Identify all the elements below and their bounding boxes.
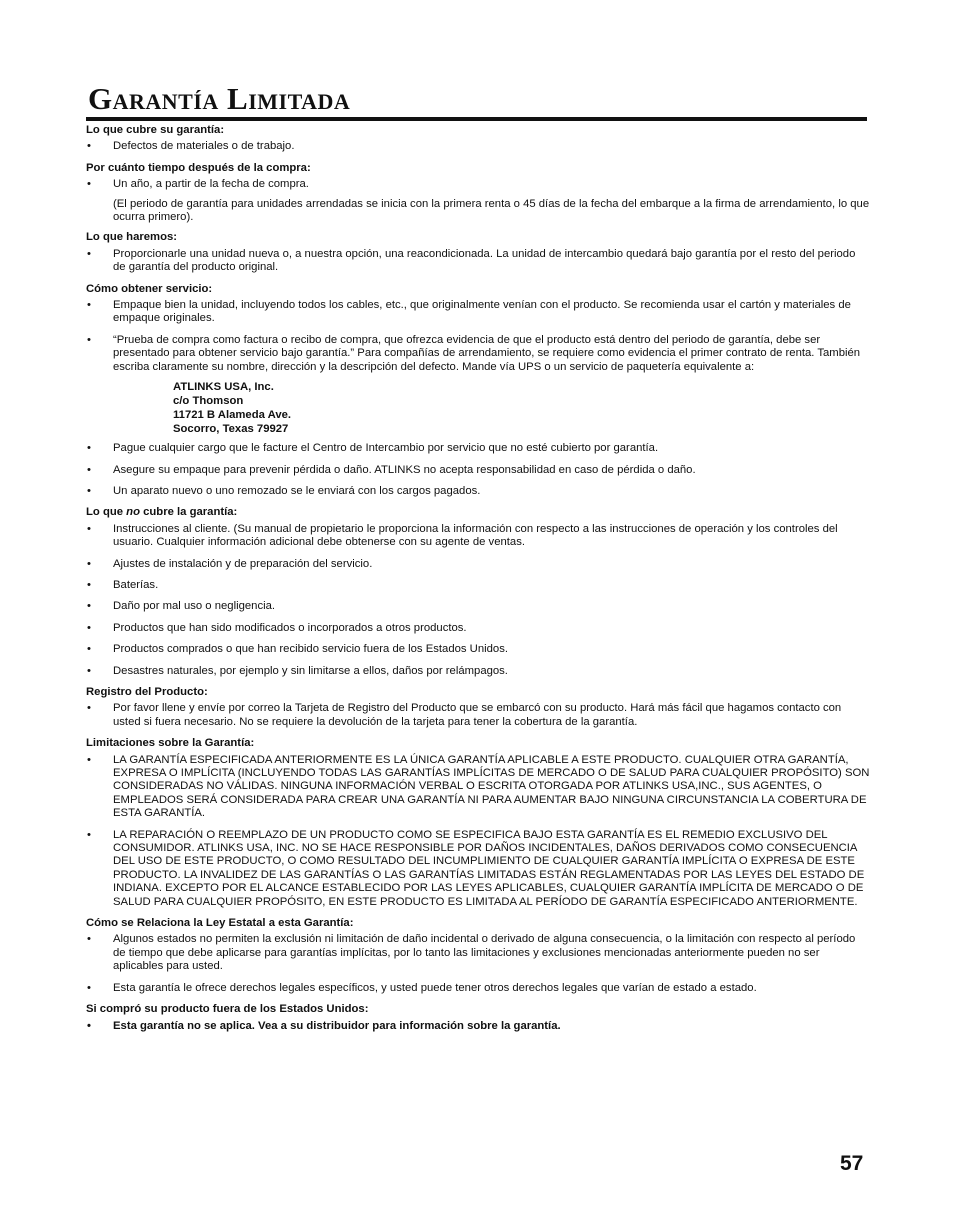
page-title: Garantía Limitada: [88, 81, 351, 116]
address-line: c/o Thomson: [173, 395, 244, 408]
list-item: • Instrucciones al cliente. (Su manual de propietario le proporciona la información con respecto a las instrucciones de operación y los controles del usuario. Cualquier información adicional debe obtenerse con su agente de ventas.: [87, 522, 838, 549]
section-heading-outside-us: Si compró su producto fuera de los Estados Unidos:: [86, 1003, 369, 1016]
bullet-icon: •: [87, 933, 91, 946]
bullet-icon: •: [87, 140, 91, 153]
list-item: • Desastres naturales, por ejemplo y sin limitarse a ellos, daños por relámpagos.: [87, 664, 508, 677]
bullet-icon: •: [87, 463, 91, 476]
list-item: • Algunos estados no permiten la exclusión ni limitación de daño incidental o derivado de alguna consecuencia, o la limitación con respecto al período de tiempo que debe aplicarse para garantías implícitas, por lo tanto las limitaciones y exclusiones mencionadas anteriormente pueden no ser aplicables para usted.: [87, 933, 856, 973]
bullet-icon: •: [87, 247, 91, 260]
section-heading-registration: Registro del Producto:: [86, 685, 208, 698]
bullet-icon: •: [87, 442, 91, 455]
section-heading-not-covered: Lo que no cubre la garantía:: [86, 506, 238, 519]
list-item: • Productos comprados o que han recibido servicio fuera de los Estados Unidos.: [87, 643, 508, 656]
bullet-icon: •: [87, 178, 91, 191]
section-heading-limitations: Limitaciones sobre la Garantía:: [86, 737, 255, 750]
list-item: • Esta garantía le ofrece derechos legales específicos, y usted puede tener otros derechos legales que varían de estado a estado.: [87, 981, 757, 994]
bullet-icon: •: [87, 333, 91, 346]
bullet-icon: •: [87, 522, 91, 535]
list-item: • Pague cualquier cargo que le facture el Centro de Intercambio por servicio que no esté cubierto por garantía.: [87, 442, 659, 455]
list-item: • “Prueba de compra como factura o recibo de compra, que ofrezca evidencia de que el producto está dentro del periodo de garantía, debe ser presentado para obtener servicio bajo garantía.” Para compañías de arrendamiento, se requiere como evidencia el primer contrato de renta. También escriba claramente su nombre, dirección y la descripción del defecto. Mande vía UPS o un servicio de paquetería equivalente a:: [87, 333, 861, 373]
address-line: ATLINKS USA, Inc.: [173, 381, 274, 394]
bullet-icon: •: [87, 1019, 91, 1032]
warranty-content: [86, 124, 870, 1041]
duration-note: (El periodo de garantía para unidades arrendadas se inicia con la primera renta o 45 días de la fecha del embarque a la firma de arrendamiento, lo que ocurra primero).: [113, 197, 870, 224]
mailing-address: [86, 380, 870, 436]
list-item: • Un año, a partir de la fecha de compra.: [87, 178, 309, 191]
section-heading-state-law: Cómo se Relaciona la Ley Estatal a esta Garantía:: [86, 917, 354, 930]
section-heading-duration: Por cuánto tiempo después de la compra:: [86, 161, 311, 174]
list-item: • Daño por mal uso o negligencia.: [87, 600, 276, 613]
bullet-icon: •: [87, 484, 91, 497]
bullet-icon: •: [87, 600, 91, 613]
list-item: • Empaque bien la unidad, incluyendo todos los cables, etc., que originalmente venían con el producto. Se recomienda usar el cartón y materiales de empaque originales.: [87, 299, 851, 325]
bullet-icon: •: [87, 753, 91, 766]
bullet-icon: •: [87, 664, 91, 677]
section-heading-covers: Lo que cubre su garantía:: [86, 124, 225, 136]
page-number: 57: [840, 1152, 864, 1175]
list-item: • LA GARANTÍA ESPECIFICADA ANTERIORMENTE ES LA ÚNICA GARANTÍA APLICABLE A ESTE PRODUCTO. CUALQUIER OTRA GARANTÍA, EXPRESA O IMPLÍCITA (INCLUYENDO TODAS LAS GARANTÍAS IMPLÍCITAS DE MERCADO O DE SALUD PARA CUALQUIER PROPÓSITO) SON CONSIDERADAS NO VÁLIDAS. NINGUNA INFORMACIÓN VERBAL O ESCRITA OTORGADA POR ATLINKS USA,INC., SUS AGENTES, O EMPLEADOS SERÁ CONSIDERADA PARA CREAR UNA GARANTÍA NI PARA AUMENTAR BAJO NINGUNA CIRCUNSTANCIA LA COBERTURA DE ESTA GARANTÍA.: [87, 753, 870, 820]
list-item: • Esta garantía no se aplica. Vea a su distribuidor para información sobre la garantía.: [87, 1019, 561, 1032]
list-item: • Productos que han sido modificados o incorporados a otros productos.: [87, 621, 467, 634]
address-line: Socorro, Texas 79927: [173, 423, 289, 436]
bullet-icon: •: [87, 981, 91, 994]
bullet-icon: •: [87, 578, 91, 591]
list-item: • Ajustes de instalación y de preparación del servicio.: [87, 557, 373, 570]
bullet-icon: •: [87, 299, 91, 312]
list-item: • Baterías.: [87, 578, 159, 591]
section-heading-service: Cómo obtener servicio:: [86, 282, 213, 295]
list-item: • Proporcionarle una unidad nueva o, a nuestra opción, una reacondicionada. La unidad de intercambio quedará bajo garantía por el resto del periodo de garantía del producto original.: [87, 247, 856, 274]
list-item: • Un aparato nuevo o uno remozado se le enviará con los cargos pagados.: [87, 484, 481, 497]
bullet-icon: •: [87, 643, 91, 656]
bullet-icon: •: [87, 557, 91, 570]
list-item: • Defectos de materiales o de trabajo.: [87, 140, 295, 153]
list-item: • LA REPARACIÓN O REEMPLAZO DE UN PRODUCTO COMO SE ESPECIFICA BAJO ESTA GARANTÍA ES EL REMEDIO EXCLUSIVO DEL CONSUMIDOR. ATLINKS USA, INC. NO SE HACE RESPONSIBLE POR DAÑOS INCIDENTALES, DAÑOS DERIVADOS COMO CONSECUENCIA DEL USO DE ESTE PRODUCTO, O COMO RESULTADO DEL INCUMPLIMIENTO DE CUALQUIER GARANTÍA IMPLÍCITA O EXPRESA DE ESTE PRODUCTO. LA INVALIDEZ DE LAS GARANTÍAS O LAS GARANTÍAS LIMITADAS ESTÁN REGLAMENTADAS POR LAS LEYES DEL ESTADO DE INDIANA. EXCEPTO POR EL ALCANCE ESTABLECIDO POR LAS LEYES APLICABLES, CUALQUIER GARANTÍA IMPLÍCITA DE MERCADO O DE SALUD PARA CUALQUIER PROPÓSITO, EN ESTE PRODUCTO ES LIMITADA AL PERÍODO DE GARANTÍA ESPECIFICADO ANTERIORMENTE.: [87, 828, 865, 908]
list-item: • Por favor llene y envíe por correo la Tarjeta de Registro del Producto que se embarcó con su producto. Hará más fácil que hagamos contacto con usted si fuera necesario. No se requiere la devolución de la tarjeta para tener la cobertura de la garantía.: [87, 702, 842, 728]
bullet-icon: •: [87, 621, 91, 634]
address-line: 11721 B Alameda Ave.: [173, 409, 292, 422]
bullet-icon: •: [87, 828, 91, 841]
section-heading-we-do: Lo que haremos:: [86, 231, 178, 244]
list-item: • Asegure su empaque para prevenir pérdida o daño. ATLINKS no acepta responsabilidad en caso de pérdida o daño.: [87, 463, 696, 476]
title-rule: [86, 117, 867, 121]
bullet-icon: •: [87, 702, 91, 715]
